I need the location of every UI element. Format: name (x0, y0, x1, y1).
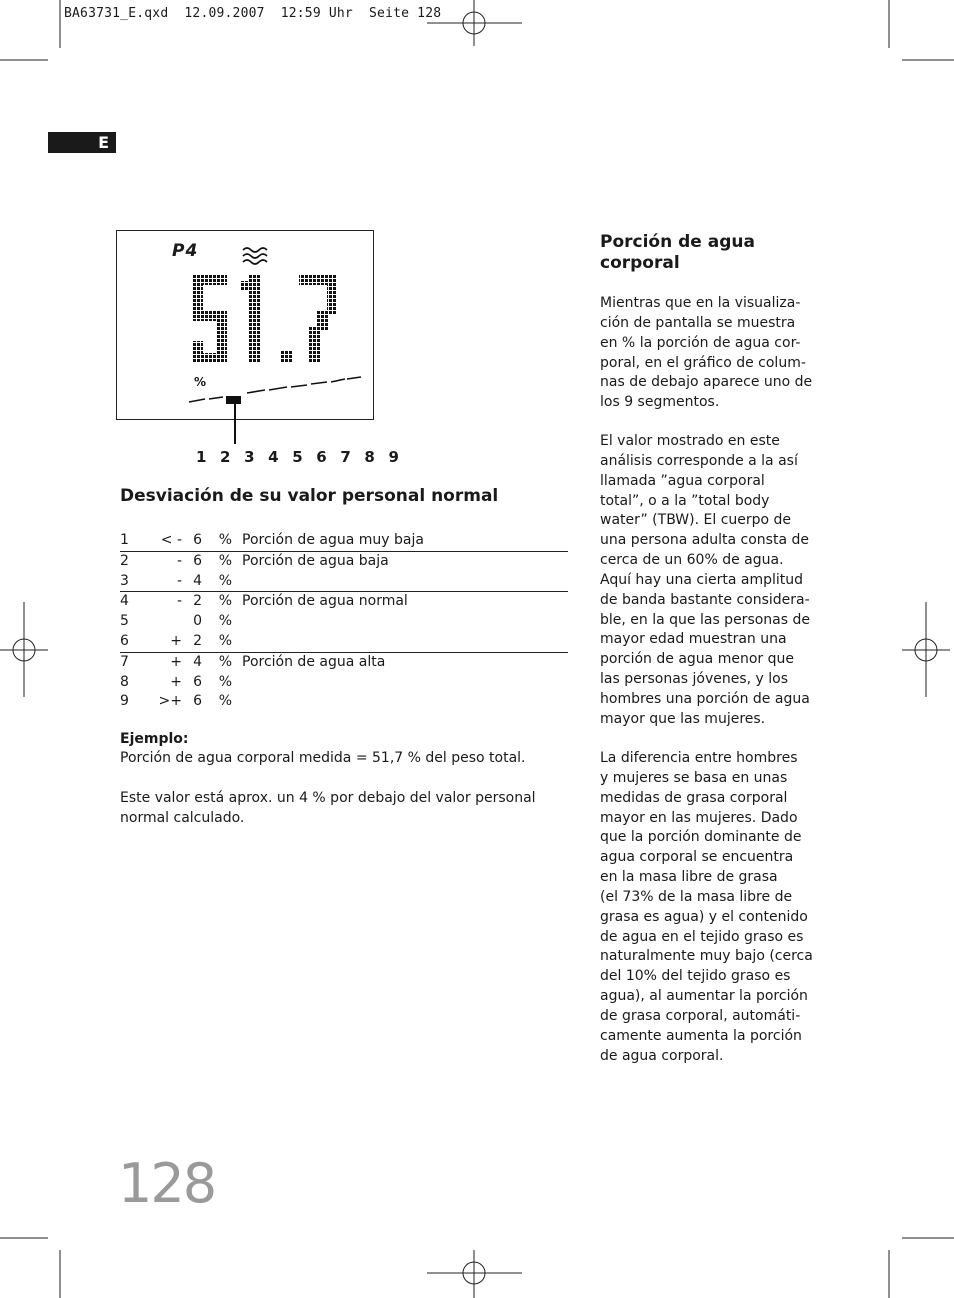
table-row (120, 612, 568, 632)
deviation-sign: + (170, 632, 182, 649)
deviation-sign: + (146, 652, 188, 672)
table-row (120, 551, 568, 571)
segment-number: 5 (120, 613, 129, 630)
water-level-label (242, 673, 568, 693)
deviation-sign: + (170, 673, 182, 690)
segment-number: 4 (120, 592, 146, 612)
segment-7 (311, 382, 327, 384)
water-level-label: Porción de agua normal (242, 592, 568, 612)
segment-1 (189, 399, 205, 402)
deviation-value: 0 (193, 613, 202, 630)
water-level-label (242, 692, 568, 712)
example-line-1: Porción de agua corporal medida = 51,7 % del peso total. (120, 750, 526, 766)
segment-number: 9 (120, 693, 129, 710)
percent-sign: % (218, 572, 232, 589)
deviation-value: 6 (193, 532, 202, 548)
water-level-label: Porción de agua alta (242, 652, 568, 672)
water-level-label (242, 572, 568, 592)
approx-wave-icon (243, 248, 267, 264)
segment-5 (269, 387, 287, 390)
table-row (120, 632, 568, 652)
deviation-sign: < - (160, 532, 182, 548)
table-row (120, 592, 568, 612)
language-tab-label: E (98, 133, 109, 152)
scale-display (116, 230, 374, 420)
water-level-label: Porción de agua baja (242, 551, 568, 571)
deviation-value: 6 (193, 693, 202, 710)
segment-number: 3 (120, 572, 129, 589)
paragraph-1: Mientras que en la visualiza- ción de pantalla se muestra en % la porción de agua cor- poral, en el gráfico de colum- nas de debajo aparece uno de los 9 segmentos. (600, 295, 813, 411)
deviation-value: 4 (193, 572, 202, 589)
segment-number: 2 (120, 551, 146, 571)
segment-9 (347, 377, 361, 379)
deviation-sign: - (176, 572, 182, 589)
deviation-table (120, 531, 568, 712)
deviation-value: 4 (188, 652, 202, 672)
table-row (120, 652, 568, 672)
paragraph-2: El valor mostrado en este análisis corresponde a la así llamada ”agua corporal total”, o a la ”total body water” (TBW). El cuerpo de una persona adulta consta de cerca de un 60% de agua. Aquí hay una cierta amplitud de banda bastante considera- ble, en la que las personas de mayor edad muestran una porción de agua menor que las personas jóvenes, y los hombres una porción de agua mayor que las mujeres. (600, 433, 810, 727)
deviation-sign: >+ (158, 693, 182, 710)
segment-3-active (226, 396, 241, 404)
display-value-digits (193, 275, 337, 363)
percent-sign: % (218, 532, 232, 548)
deviation-heading: Desviación de su valor personal normal (120, 486, 499, 506)
segment-number-labels: 1 2 3 4 5 6 7 8 9 (196, 448, 404, 466)
deviation-value: 2 (193, 632, 202, 649)
segment-number: 6 (120, 632, 129, 649)
water-level-label (242, 632, 568, 652)
example-label: Ejemplo: (120, 731, 189, 747)
example-line-2: Este valor está aprox. un 4 % por debajo del valor personal normal calculado. (120, 790, 536, 826)
water-level-label (242, 612, 568, 632)
deviation-sign: - (146, 592, 188, 612)
percent-sign: % (202, 592, 242, 612)
percent-sign: % (218, 613, 232, 630)
deviation-value: 6 (193, 673, 202, 690)
percent-sign: % (218, 632, 232, 649)
percent-sign: % (218, 693, 232, 710)
language-tab (48, 132, 116, 153)
percent-sign: % (202, 652, 242, 672)
segment-number: 8 (120, 673, 129, 690)
table-row (120, 531, 568, 551)
water-level-label: Porción de agua muy baja (242, 532, 424, 548)
table-row (120, 572, 568, 592)
segment-6 (291, 385, 307, 387)
slug-line: BA63731_E.qxd 12.09.2007 12:59 Uhr Seite 128 (64, 6, 442, 21)
percent-sign: % (202, 551, 242, 571)
segment-bar (189, 377, 361, 404)
page-number: 128 (118, 1152, 216, 1215)
segment-number: 7 (120, 652, 146, 672)
paragraph-3: La diferencia entre hombres y mujeres se basa en unas medidas de grasa corporal mayor en las mujeres. Dado que la porción dominante de agua corporal se encuentra en la masa libre de grasa (el 73% de la masa libre de grasa es agua) y el contenido de agua en el tejido graso es naturalmente muy bajo (cerca del 10% del tejido graso es agua), al aumentar la porción de grasa corporal, automáti- camente aumenta la porción de agua corporal. (600, 750, 813, 1064)
segment-number: 1 (120, 532, 129, 548)
deviation-value: 6 (188, 551, 202, 571)
table-row (120, 673, 568, 693)
display-indicator: P4 (172, 241, 199, 261)
water-portion-heading: Porción de agua corporal (600, 232, 755, 273)
segment-2 (209, 397, 223, 399)
segment-8 (331, 379, 345, 382)
display-unit: % (194, 375, 207, 389)
deviation-value: 2 (188, 592, 202, 612)
percent-sign: % (218, 673, 232, 690)
scale-display-graphic (117, 231, 373, 419)
deviation-sign (146, 612, 188, 632)
segment-pointer-line (234, 404, 236, 444)
segment-4 (247, 390, 265, 393)
deviation-sign: - (146, 551, 188, 571)
table-row (120, 692, 568, 712)
